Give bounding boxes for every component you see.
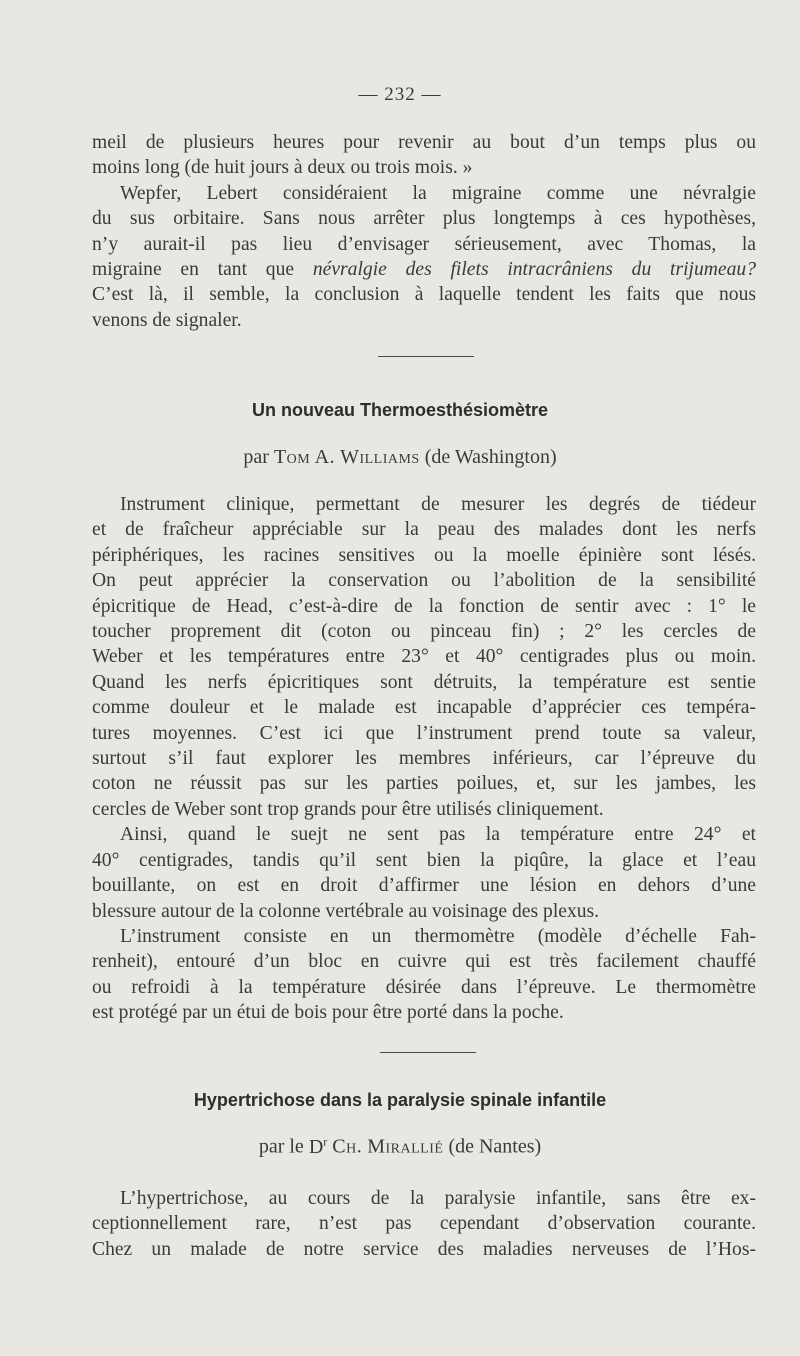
author-last: Mirallié bbox=[367, 1135, 444, 1158]
text-line: Chez un malade de notre service des maladies nerveuses de l’Hos- bbox=[92, 1238, 756, 1260]
text-line: tures moyennes. C’est ici que l’instrument prend toute sa valeur, bbox=[92, 722, 756, 744]
text-span: migraine en tant que bbox=[92, 259, 313, 281]
text-line: Ainsi, quand le suejt ne sent pas la température entre 24° et bbox=[120, 824, 756, 846]
text-line: comme douleur et le malade est incapable d’apprécier ces tempéra- bbox=[92, 697, 756, 719]
text-line: 40° centigrades, tandis qu’il sent bien la piqûre, la glace et l’eau bbox=[92, 849, 756, 871]
section-divider bbox=[378, 356, 474, 357]
text-line: toucher proprement dit (coton ou pinceau fin) ; 2° les cercles de bbox=[92, 621, 756, 643]
text-line: cercles de Weber sont trop grands pour être utilisés cliniquement. bbox=[92, 798, 604, 820]
text-line: du sus orbitaire. Sans nous arrêter plus longtemps à ces hypothèses, bbox=[92, 208, 756, 230]
article1-body bbox=[92, 492, 756, 1026]
author-first: Ch. bbox=[332, 1135, 363, 1158]
byline-prefix: par bbox=[243, 446, 269, 468]
text-line: venons de signaler. bbox=[92, 309, 242, 331]
italic-span: névralgie des filets intracrâniens du trijumeau? bbox=[312, 259, 757, 281]
page-number: — 232 — bbox=[358, 84, 442, 105]
text-line: Instrument clinique, permettant de mesurer les degrés de tiédeur bbox=[120, 494, 756, 515]
text-line: et de fraîcheur appréciable sur la peau des malades dont les nerfs bbox=[92, 519, 756, 541]
text-line: L’instrument consiste en un thermomètre (modèle d’échelle Fah- bbox=[120, 925, 756, 947]
text-line: ceptionnellement rare, n’est pas cependant d’observation courante. bbox=[92, 1213, 756, 1235]
text-line: On peut apprécier la conservation ou l’abolition de la sensibilité bbox=[92, 570, 756, 592]
text-line: L’hypertrichose, au cours de la paralysie infantile, sans être ex- bbox=[120, 1188, 756, 1209]
text-line: surtout s’il faut explorer les membres inférieurs, car l’épreuve du bbox=[92, 748, 756, 770]
text-line: moins long (de huit jours à deux ou trois mois. » bbox=[92, 157, 473, 179]
byline-prefix: par le bbox=[258, 1135, 304, 1158]
author-first: Tom A. bbox=[273, 446, 336, 468]
text-line bbox=[92, 257, 756, 282]
text-line: blessure autour de la colonne vertébrale au voisinage des plexus. bbox=[92, 900, 600, 922]
text-line: est protégé par un étui de bois pour être porté dans la poche. bbox=[92, 1002, 564, 1024]
intro-text bbox=[92, 130, 756, 333]
article-title: Hypertrichose dans la paralysie spinale infantile bbox=[193, 1090, 607, 1110]
section-divider bbox=[380, 1052, 476, 1053]
text-line: ou refroidi à la température désirée dans l’épreuve. Le thermomètre bbox=[92, 976, 756, 998]
text-line: meil de plusieurs heures pour revenir au bout d’un temps plus ou bbox=[92, 132, 756, 153]
author-affiliation: (de Washington) bbox=[424, 446, 557, 468]
text-line: Quand les nerfs épicritiques sont détruits, la température est sentie bbox=[92, 671, 756, 693]
article-byline bbox=[0, 1134, 800, 1159]
text-line: C’est là, il semble, la conclusion à laquelle tendent les faits que nous bbox=[92, 284, 756, 306]
text-line: périphériques, les racines sensitives ou la moelle épinière sont lésés. bbox=[92, 544, 756, 566]
article-byline bbox=[0, 446, 800, 469]
author-affiliation: (de Nantes) bbox=[448, 1135, 542, 1158]
text-line: n’y aurait-il pas lieu d’envisager sérieusement, avec Thomas, la bbox=[92, 233, 756, 255]
text-line: épicritique de Head, c’est-à-dire de la fonction de sentir avec : 1° le bbox=[92, 595, 756, 617]
doctor-abbr: D bbox=[308, 1135, 324, 1158]
article2-body bbox=[92, 1186, 756, 1262]
doctor-sup: r bbox=[323, 1134, 328, 1148]
text-line: bouillante, on est en droit d’affirmer une lésion en dehors d’une bbox=[92, 875, 756, 897]
text-line: renheit), entouré d’un bloc en cuivre qui est très facilement chauffé bbox=[92, 951, 756, 973]
doctor-title bbox=[309, 1136, 327, 1158]
text-line: Weber et les températures entre 23° et 40° centigrades plus ou moin. bbox=[92, 646, 756, 668]
text-line: Wepfer, Lebert considéraient la migraine comme une névralgie bbox=[120, 182, 756, 204]
text-line: coton ne réussit pas sur les parties poilues, et, sur les jambes, les bbox=[92, 773, 756, 795]
article-title: Un nouveau Thermoesthésiomètre bbox=[251, 400, 549, 420]
author-last: Williams bbox=[340, 446, 420, 468]
